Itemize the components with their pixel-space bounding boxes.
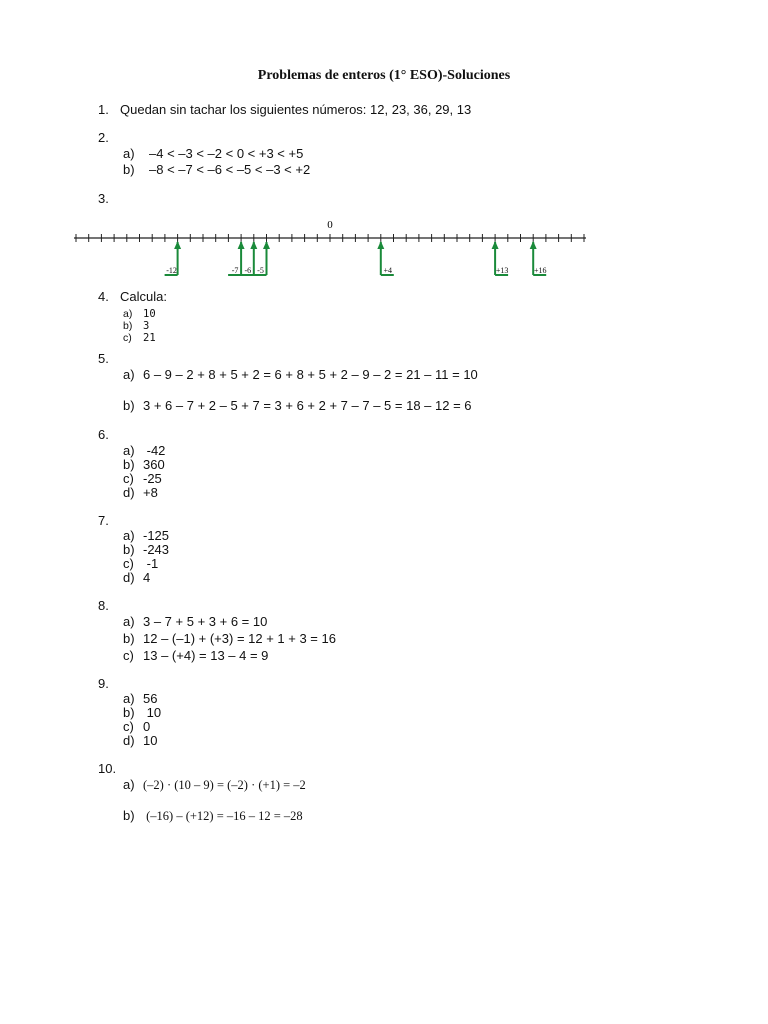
problem-5-item-b xyxy=(123,398,472,413)
item-text: -25 xyxy=(143,471,162,486)
page-title: Problemas de enteros (1° ESO)-Soluciones xyxy=(257,68,511,83)
number-line-marker xyxy=(228,241,245,275)
item-label: b) xyxy=(123,457,135,472)
item-label: a) xyxy=(123,146,135,161)
item-label: c) xyxy=(123,556,134,571)
item-label: b) xyxy=(123,705,135,720)
problem-1-text: Quedan sin tachar los siguientes números: 12, 23, 36, 29, 13 xyxy=(120,102,472,117)
item-label: b) xyxy=(123,542,135,557)
zero-label: 0 xyxy=(327,219,333,231)
item-label: a) xyxy=(123,777,135,792)
item-text: 4 xyxy=(143,570,151,585)
item-text: -42 xyxy=(143,443,166,458)
item-text: +8 xyxy=(143,485,158,500)
marker-label: -7 xyxy=(231,266,239,275)
item-label: c) xyxy=(123,719,134,734)
item-label: d) xyxy=(123,733,135,748)
item-text: 13 – (+4) = 13 – 4 = 9 xyxy=(143,648,269,663)
problem-6-item-d xyxy=(123,485,158,500)
item-text: (–2) · (10 – 9) = (–2) · (+1) = –2 xyxy=(143,778,306,792)
item-text: 3 – 7 + 5 + 3 + 6 = 10 xyxy=(143,614,268,629)
number-line-markers xyxy=(165,241,547,275)
item-label: b) xyxy=(123,398,135,413)
marker-label: +16 xyxy=(533,266,547,275)
problem-4-number: 4. xyxy=(98,289,109,304)
item-text: 10 xyxy=(143,308,156,320)
item-label: b) xyxy=(123,320,133,332)
problem-7-number: 7. xyxy=(98,513,109,528)
item-label: d) xyxy=(123,485,135,500)
number-line xyxy=(0,212,768,284)
number-line-marker xyxy=(530,241,547,275)
item-text: 6 – 9 – 2 + 8 + 5 + 2 = 6 + 8 + 5 + 2 – 9 – 2 = 21 – 11 = 10 xyxy=(143,367,478,382)
marker-arrowhead xyxy=(174,241,181,249)
item-text: -1 xyxy=(143,556,159,571)
problem-2-item-a xyxy=(123,146,303,161)
item-label: b) xyxy=(123,808,135,823)
item-text: -125 xyxy=(143,528,170,543)
problem-5-item-a xyxy=(123,367,478,382)
item-text: 21 xyxy=(143,332,156,344)
item-text: 10 xyxy=(143,705,162,720)
marker-arrowhead xyxy=(530,241,537,249)
item-label: a) xyxy=(123,308,133,320)
problem-8-item-a xyxy=(123,614,267,629)
marker-label: +4 xyxy=(383,266,393,275)
problem-2-number: 2. xyxy=(98,130,109,145)
item-text: 10 xyxy=(143,733,158,748)
problem-9-item-c xyxy=(123,719,150,734)
problem-7-item-b xyxy=(123,542,169,557)
problem-6-item-b xyxy=(123,457,165,472)
item-label: b) xyxy=(123,162,135,177)
problem-9-item-a xyxy=(123,691,157,706)
marker-label: -5 xyxy=(257,266,264,275)
item-text: -243 xyxy=(143,542,170,557)
item-label: a) xyxy=(123,614,135,629)
item-text: 3 + 6 – 7 + 2 – 5 + 7 = 3 + 6 + 2 + 7 – 7 – 5 = 18 – 12 = 6 xyxy=(143,398,472,413)
item-label: a) xyxy=(123,443,135,458)
number-line-marker xyxy=(377,241,394,275)
item-text: –8 < –7 < –6 < –5 < –3 < +2 xyxy=(149,162,311,177)
marker-label: -12 xyxy=(166,266,177,275)
marker-arrowhead xyxy=(250,241,257,249)
item-label: c) xyxy=(123,648,134,663)
item-label: c) xyxy=(123,471,134,486)
marker-arrowhead xyxy=(492,241,499,249)
marker-label: -6 xyxy=(244,266,252,275)
item-label: d) xyxy=(123,570,135,585)
item-text: 0 xyxy=(143,719,151,734)
problem-7-item-a xyxy=(123,528,169,543)
marker-label: +13 xyxy=(495,266,509,275)
item-label: b) xyxy=(123,631,135,646)
problem-7-item-c xyxy=(123,556,158,571)
problem-9-item-d xyxy=(123,733,157,748)
problem-3-number: 3. xyxy=(98,191,109,206)
item-text: 3 xyxy=(143,320,150,332)
problem-2-item-b xyxy=(123,162,310,177)
problem-1-number: 1. xyxy=(98,102,109,117)
marker-arrowhead xyxy=(377,241,384,249)
problem-8-item-b xyxy=(123,631,336,646)
item-text: (–16) – (+12) = –16 – 12 = –28 xyxy=(143,809,303,823)
problem-5-number: 5. xyxy=(98,351,109,366)
item-text: 12 – (–1) + (+3) = 12 + 1 + 3 = 16 xyxy=(143,631,336,646)
item-text: –4 < –3 < –2 < 0 < +3 < +5 xyxy=(149,146,304,161)
item-text: 56 xyxy=(143,691,158,706)
problem-7-item-d xyxy=(123,570,150,585)
item-label: a) xyxy=(123,528,135,543)
problem-4-text: Calcula: xyxy=(120,289,167,304)
item-label: a) xyxy=(123,367,135,382)
problem-6-item-c xyxy=(123,471,162,486)
problem-8-item-c xyxy=(123,648,268,663)
problem-9-item-b xyxy=(123,705,161,720)
marker-arrowhead xyxy=(263,241,270,249)
problem-10-number: 10. xyxy=(98,761,117,776)
problem-10-item-a xyxy=(123,777,306,793)
problem-4-item-c xyxy=(123,328,156,346)
item-text: 360 xyxy=(143,457,165,472)
problem-6-number: 6. xyxy=(98,427,109,442)
item-label: c) xyxy=(123,332,132,344)
number-line-axis xyxy=(74,234,586,242)
problem-8-number: 8. xyxy=(98,598,109,613)
marker-arrowhead xyxy=(238,241,245,249)
item-label: a) xyxy=(123,691,135,706)
problem-10-item-b xyxy=(123,808,303,824)
problem-6-item-a xyxy=(123,443,165,458)
number-line-marker xyxy=(492,241,509,275)
problem-9-number: 9. xyxy=(98,676,109,691)
number-line-marker xyxy=(165,241,182,275)
